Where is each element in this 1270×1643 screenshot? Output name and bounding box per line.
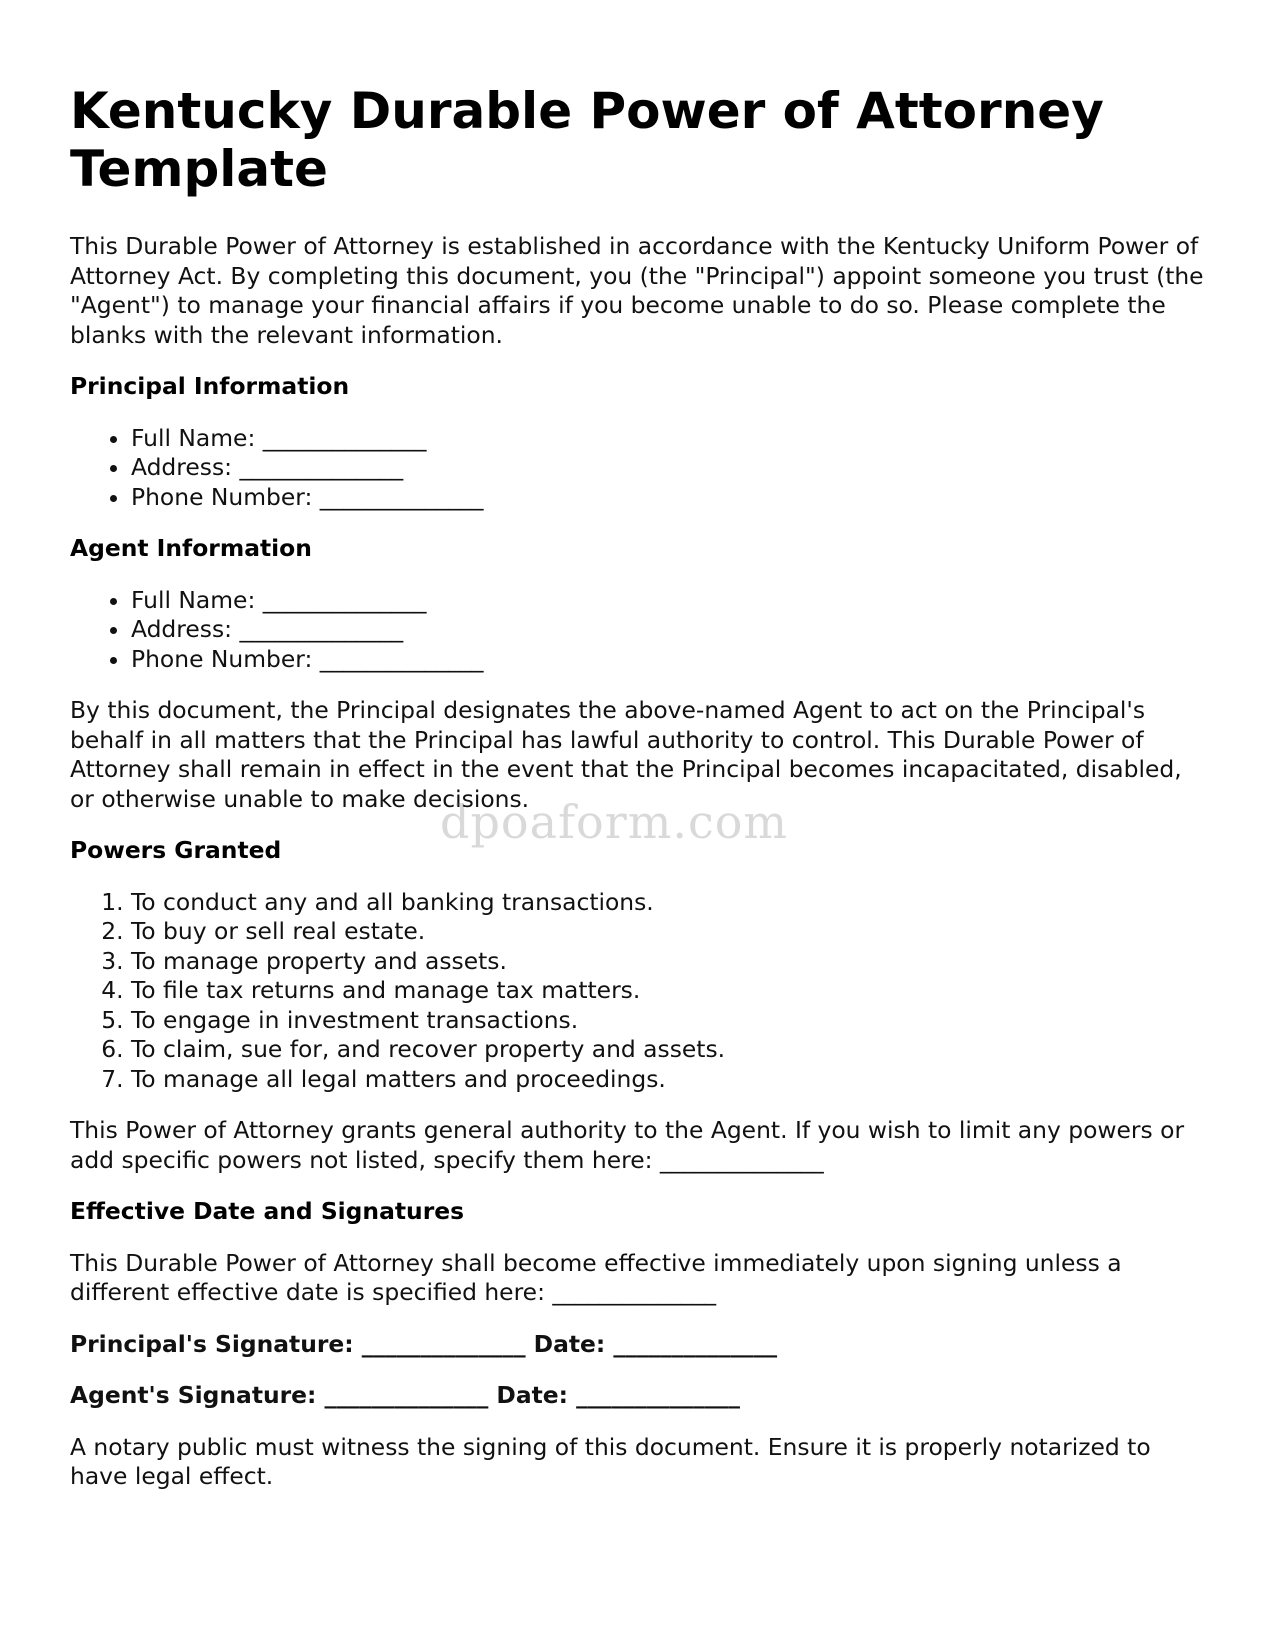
powers-list [70, 888, 1210, 1095]
agent-fields-list [70, 586, 1210, 675]
agent-heading: Agent Information [70, 534, 312, 562]
agent-address-field: • Address: ______________ [131, 615, 1210, 645]
notary-paragraph: A notary public must witness the signing of this document. Ensure it is properly notarized to have legal effect. [70, 1432, 1151, 1490]
effective-date-paragraph: This Durable Power of Attorney shall become effective immediately upon signing unless a different effective date is specified here: ______________ [70, 1248, 1122, 1306]
designation-paragraph: By this document, the Principal designates the above-named Agent to act on the Principal's behalf in all matters that the Principal has lawful authority to control. This Durable Power of Attorney shall remain in effect in the event that the Principal becomes incapacitated, disabled, or otherwise unable to make decisions. [70, 696, 1182, 813]
watermark: dpoaform.com [440, 795, 789, 849]
document-title: Kentucky Durable Power of Attorney Template [70, 82, 1104, 198]
principal-full-name-field: • Full Name: ______________ [131, 424, 1210, 454]
power-item: 5. To engage in investment transactions. [131, 1006, 1210, 1036]
document-page [70, 82, 1210, 1514]
power-item: 6. To claim, sue for, and recover property and assets. [131, 1035, 1210, 1065]
powers-heading: Powers Granted [70, 836, 282, 864]
intro-paragraph: This Durable Power of Attorney is established in accordance with the Kentucky Uniform Power of Attorney Act. By completing this document, you (the "Principal") appoint someone you trust (the "Agent") to manage your financial affairs if you become unable to do so. Please complete the blanks with the relevant information. [70, 232, 1204, 349]
principal-phone-field: • Phone Number: ______________ [131, 483, 1210, 513]
general-authority-paragraph: This Power of Attorney grants general authority to the Agent. If you wish to limit any powers or add specific powers not listed, specify them here: ______________ [70, 1116, 1185, 1174]
effective-heading: Effective Date and Signatures [70, 1197, 465, 1225]
agent-signature-line: Agent's Signature: ______________ Date: ______________ [70, 1381, 740, 1409]
power-item: 1. To conduct any and all banking transactions. [131, 888, 1210, 918]
agent-full-name-field: • Full Name: ______________ [131, 586, 1210, 616]
principal-signature-line: Principal's Signature: ______________ Date: ______________ [70, 1329, 778, 1358]
power-item: 4. To file tax returns and manage tax matters. [131, 976, 1210, 1006]
power-item: 2. To buy or sell real estate. [131, 917, 1210, 947]
principal-address-field: • Address: ______________ [131, 453, 1210, 483]
principal-fields-list [70, 424, 1210, 513]
power-item: 7. To manage all legal matters and proceedings. [131, 1065, 1210, 1095]
principal-heading: Principal Information [70, 372, 350, 400]
power-item: 3. To manage property and assets. [131, 947, 1210, 977]
agent-phone-field: • Phone Number: ______________ [131, 645, 1210, 675]
